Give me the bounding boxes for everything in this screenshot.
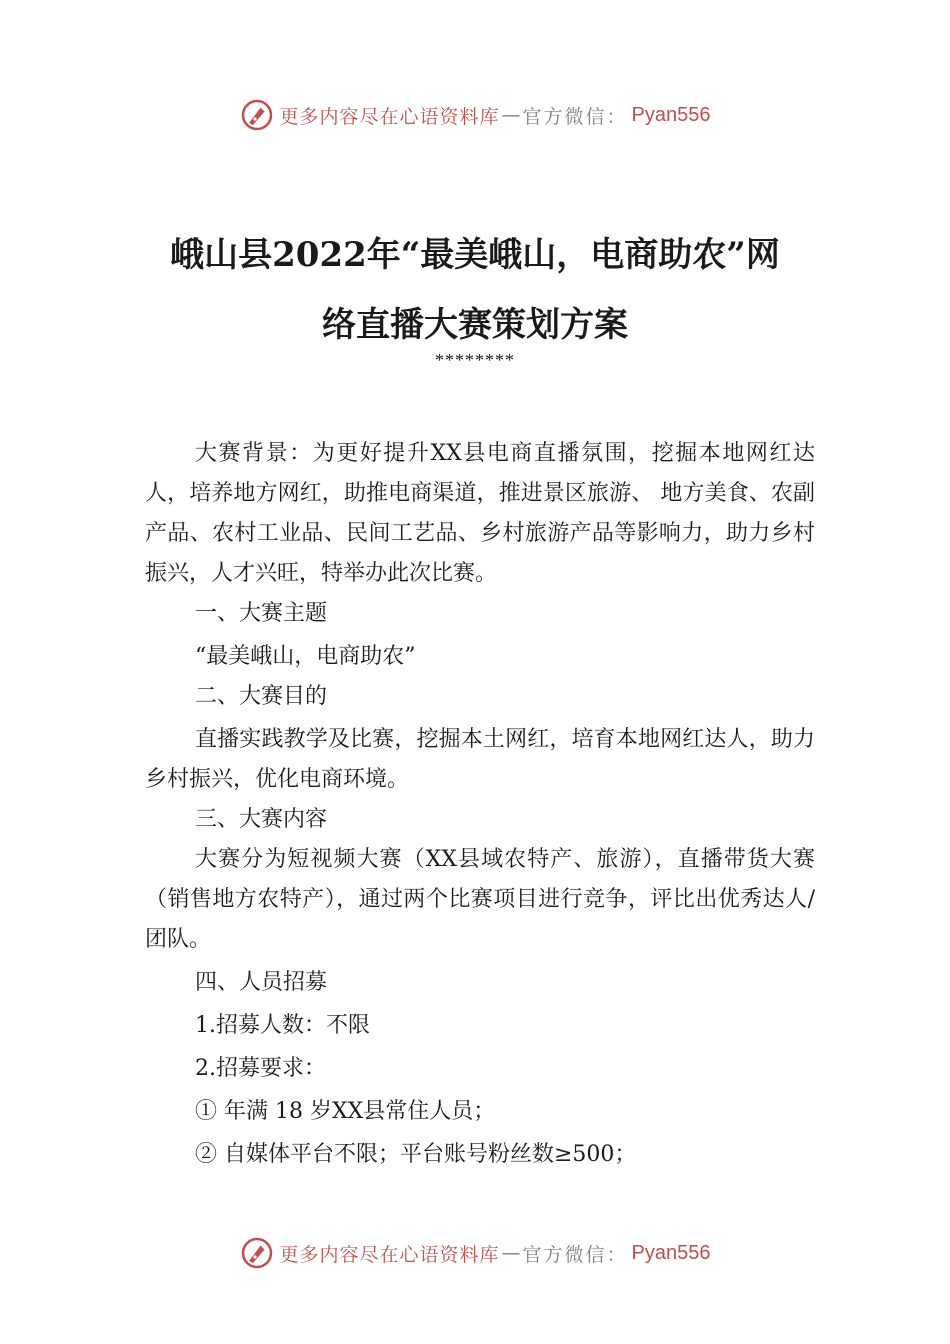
theme-text: “最美峨山，电商助农”	[195, 644, 416, 669]
section-heading-content: 三、大赛内容	[195, 807, 328, 832]
recruit-requirements-label: 2.招募要求：	[195, 1056, 326, 1081]
banner-wechat-id: Pyan556	[631, 103, 711, 126]
title-line-1: 峨山县2022年“最美峨山，电商助农”网	[170, 235, 780, 275]
title-line-2: 络直播大赛策划方案	[322, 305, 628, 345]
banner-wechat-label: 官方微信：	[522, 105, 628, 128]
title-separator-stars: ********	[435, 350, 515, 370]
pen-nib-logo-icon	[240, 98, 274, 132]
banner-wechat-label: 官方微信：	[522, 1243, 628, 1266]
recruit-count: 1.招募人数：不限	[195, 1013, 370, 1038]
banner-dash: —	[501, 1242, 521, 1264]
banner-wechat-id: Pyan556	[631, 1241, 711, 1264]
header-watermark-banner	[0, 95, 950, 135]
pen-nib-logo-icon	[240, 1236, 274, 1270]
section-heading-recruit: 四、人员招募	[195, 970, 328, 995]
section-heading-theme: 一、大赛主题	[195, 601, 328, 626]
banner-text: 更多内容尽在心语资料库	[279, 1243, 500, 1266]
purpose-paragraph: 直播实践教学及比赛，挖掘本土网红，培育本地网红达人，助力乡村振兴，优化电商环境。	[145, 727, 815, 792]
background-paragraph: 大赛背景：为更好提升XX县电商直播氛围，挖掘本地网红达人，培养地方网红，助推电商渠道，推进景区旅游、 地方美食、农副产品、农村工业品、民间工艺品、乡村旅游产品等影响力，助力乡村振兴，人才兴旺，特举办此次比赛。	[145, 441, 815, 586]
requirement-1: ① 年满 18 岁XX县常住人员；	[195, 1099, 496, 1124]
banner-dash: —	[501, 104, 521, 126]
footer-watermark-banner	[0, 1233, 950, 1273]
requirement-2: ② 自媒体平台不限；平台账号粉丝数≥500；	[195, 1142, 637, 1167]
document-body	[145, 434, 815, 1175]
section-heading-purpose: 二、大赛目的	[195, 684, 328, 709]
document-title	[140, 220, 810, 360]
content-paragraph: 大赛分为短视频大赛（XX县域农特产、旅游），直播带货大赛（销售地方农特产），通过两个比赛项目进行竞争，评比出优秀达人/团队。	[145, 847, 815, 952]
banner-text: 更多内容尽在心语资料库	[279, 105, 500, 128]
